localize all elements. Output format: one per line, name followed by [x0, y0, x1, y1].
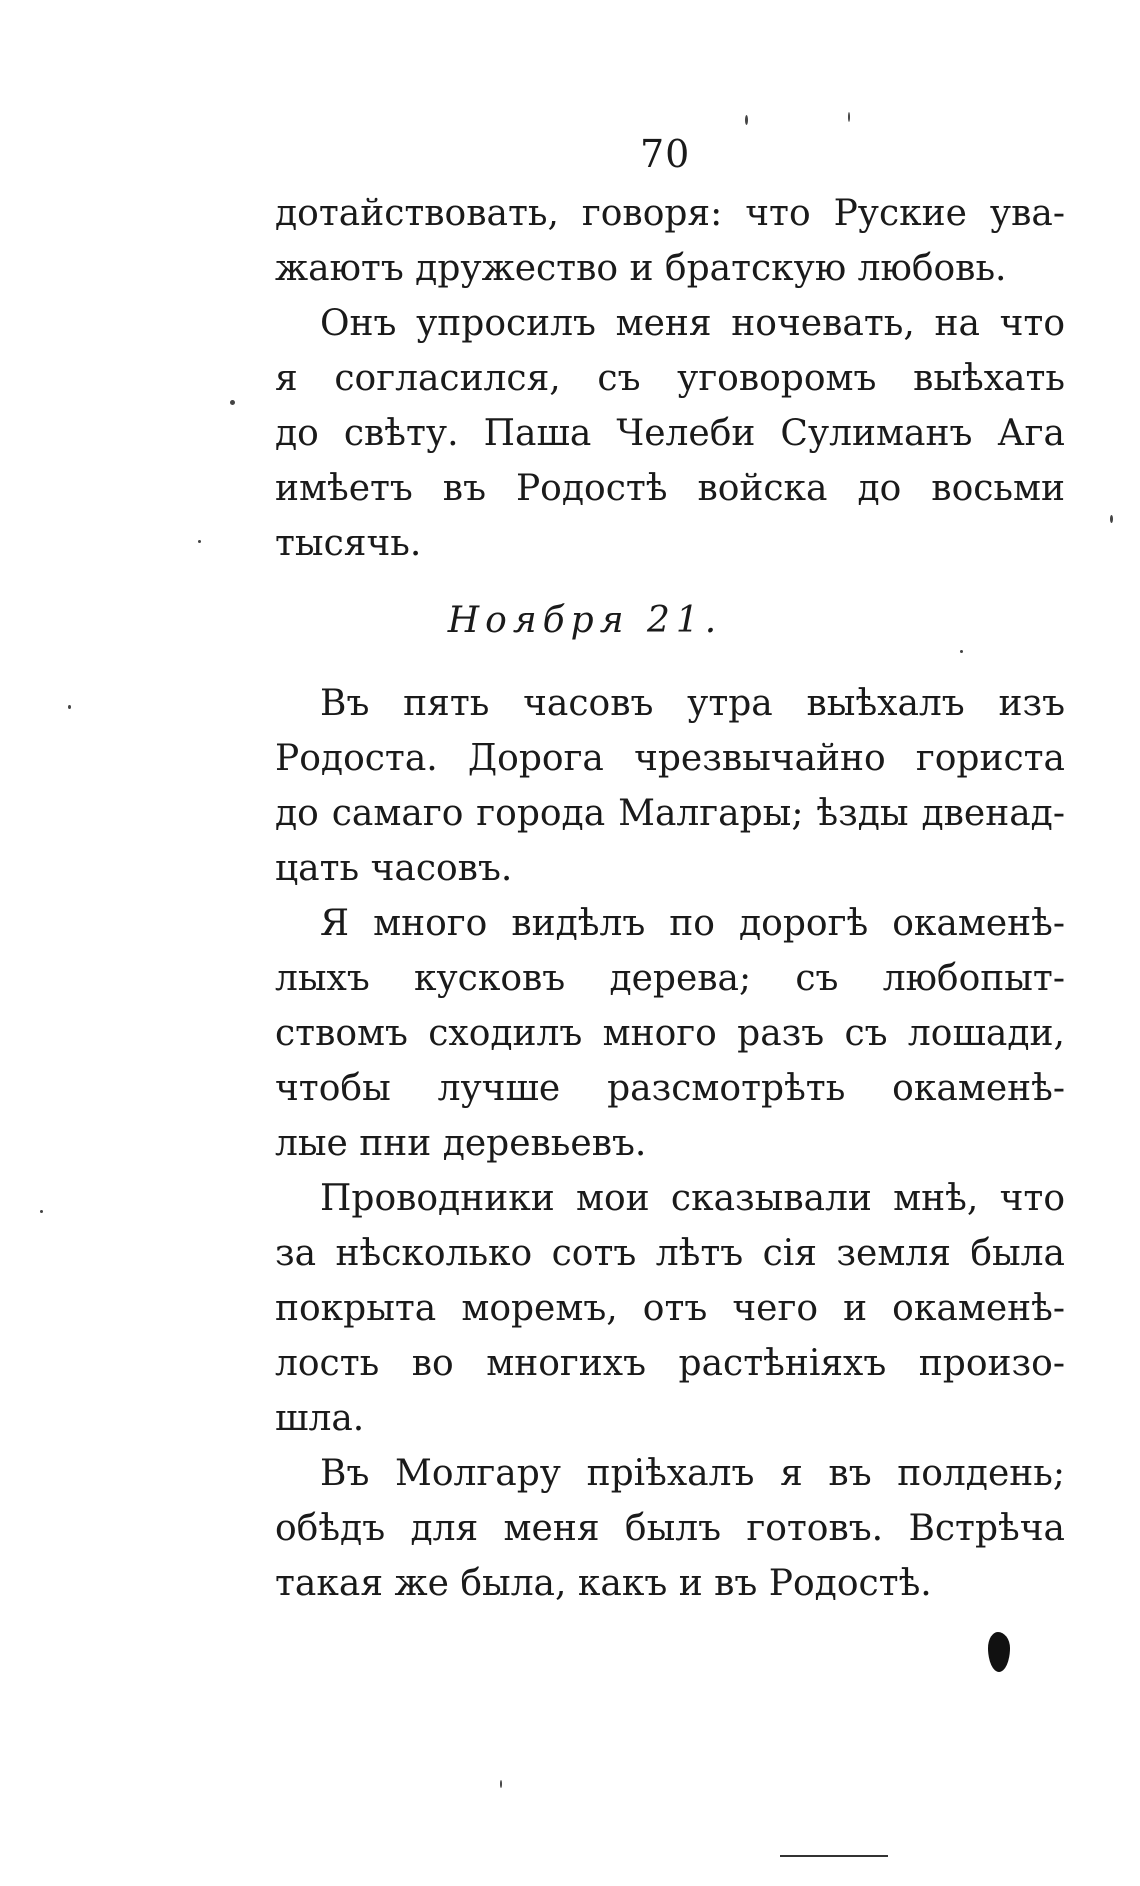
text-line: тысячь.: [275, 523, 422, 564]
text-line: Проводники мои сказывали мнѣ, что: [320, 1178, 1065, 1219]
text-line: я согласился, съ уговоромъ выѣхать: [275, 358, 1065, 399]
text-line: Въ пять часовъ утра выѣхалъ изъ: [320, 683, 1065, 724]
bottom-rule: [780, 1855, 888, 1857]
paragraph-block-2: [275, 676, 1065, 1611]
speck: [500, 1780, 502, 1788]
date-heading: Ноября 21.: [447, 600, 723, 641]
text-line: обѣдъ для меня былъ готовъ. Встрѣча: [275, 1508, 1065, 1549]
speck: [40, 1210, 43, 1213]
speck: [745, 115, 748, 125]
speck: [848, 112, 850, 122]
text-line: покрыта моремъ, отъ чего и окаменѣ-: [275, 1288, 1065, 1329]
paragraph-block-1: [275, 186, 1065, 571]
text-line: ствомъ сходилъ много разъ съ лошади,: [275, 1013, 1065, 1054]
text-line: лые пни деревьевъ.: [275, 1123, 647, 1164]
text-line: Въ Молгару пріѣхалъ я въ полдень;: [320, 1453, 1065, 1494]
text-line: цать часовъ.: [275, 848, 513, 889]
speck: [198, 540, 201, 543]
text-line: чтобы лучше разсмотрѣть окаменѣ-: [275, 1068, 1065, 1109]
text-line: Онъ упросилъ меня ночевать, на что: [320, 303, 1065, 344]
text-line: дотайствовать, говоря: что Руские ува-: [275, 193, 1065, 234]
text-line: жаютъ дружество и братскую любовь.: [275, 248, 1007, 289]
text-line: лость во многихъ растѣніяхъ произо-: [275, 1343, 1065, 1384]
text-line: Я много видѣлъ по дорогѣ окаменѣ-: [320, 903, 1065, 944]
speck: [230, 400, 235, 405]
page-number: 70: [640, 132, 691, 176]
text-line: Родоста. Дорога чрезвычайно гориста: [275, 738, 1065, 779]
speck: [1110, 515, 1113, 523]
text-line: такая же была, какъ и въ Родостѣ.: [275, 1563, 932, 1604]
text-line: лыхъ кусковъ дерева; съ любопыт-: [275, 958, 1065, 999]
text-line: за нѣсколько сотъ лѣтъ сія земля была: [275, 1233, 1065, 1274]
speck: [960, 650, 963, 653]
speck: [68, 705, 71, 709]
ink-blot-mark: [988, 1632, 1010, 1672]
text-line: имѣетъ въ Родостѣ войска до восьми: [275, 468, 1065, 509]
text-line: шла.: [275, 1398, 365, 1439]
text-line: до самаго города Малгары; ѣзды двенад-: [275, 793, 1065, 834]
text-line: до свѣту. Паша Челеби Сулиманъ Ага: [275, 413, 1065, 454]
